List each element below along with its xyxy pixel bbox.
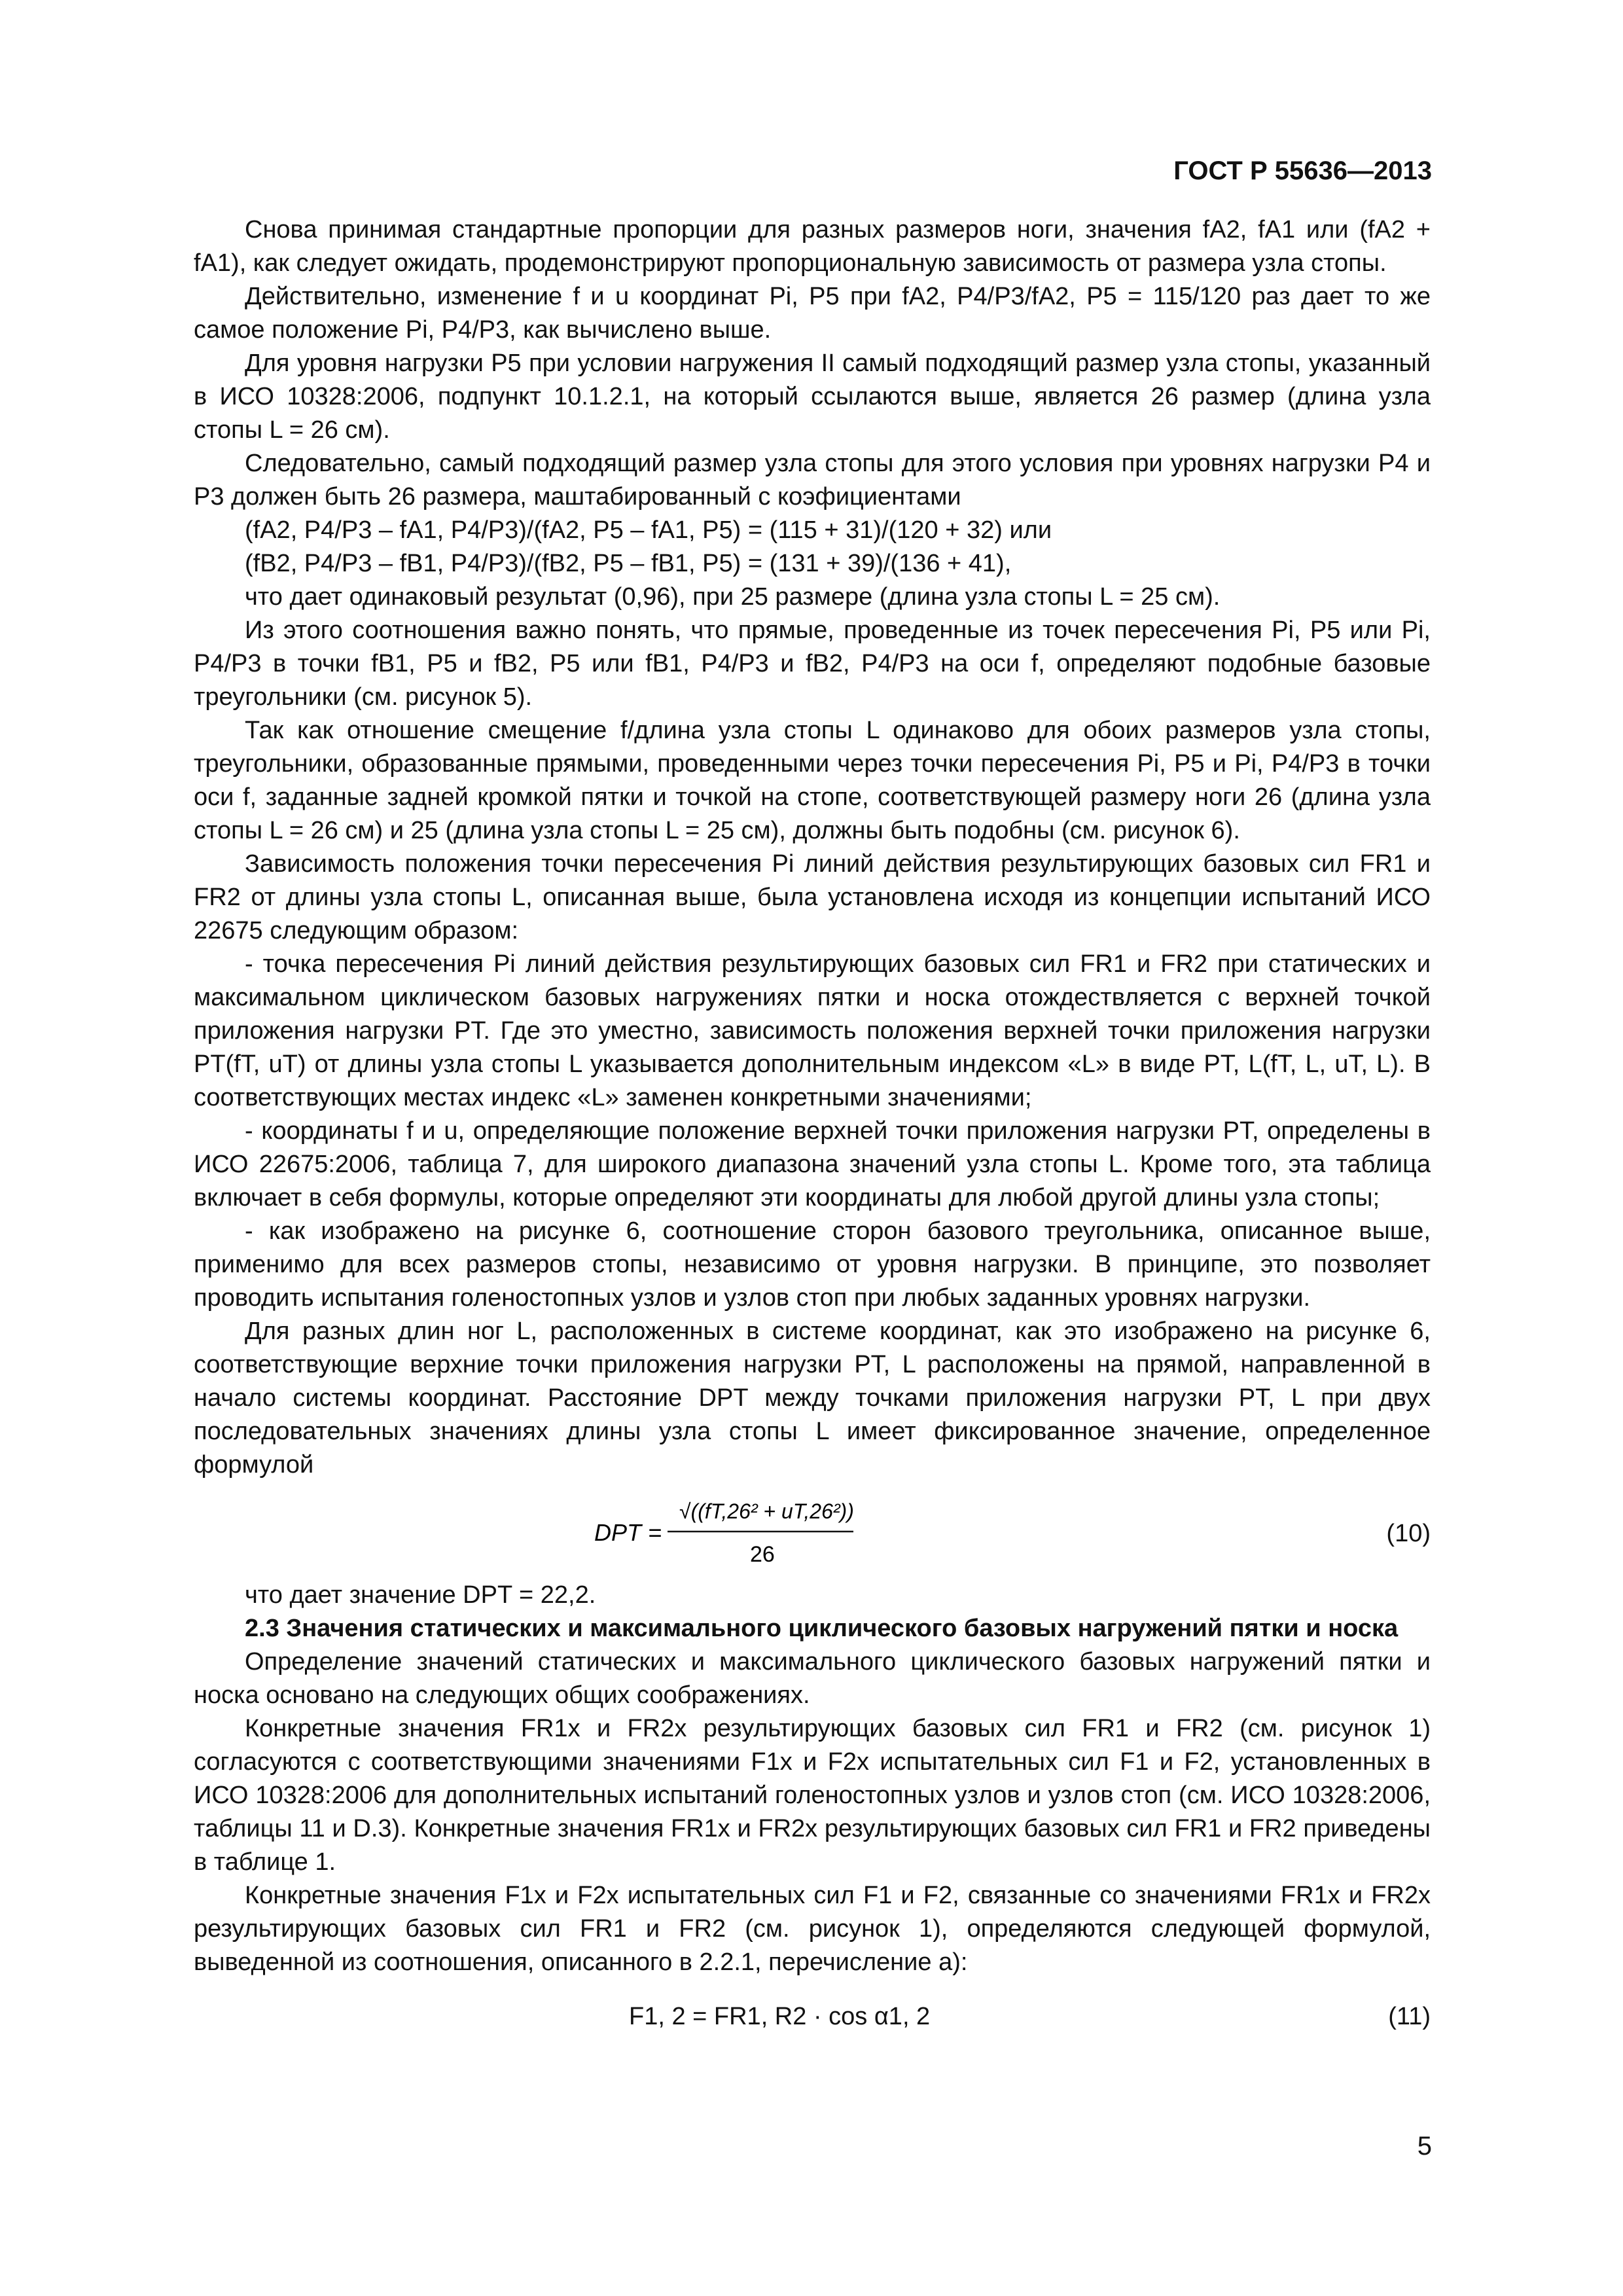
paragraph: Так как отношение смещение f/длина узла стопы L одинаково для обоих размеров узла стопы, треугольники, образованные прямыми, проведенными через точки пересечения Pi, P5 и Pi, P4/P3 в точки оси f, заданные задней кромкой пятки и точкой на стопе, соответствующей размеру ноги 26 (длина узла стопы L = 26 см) и 25 (длина узла стопы L = 25 см), должны быть подобны (см. рисунок 6). [194,717,1431,844]
standard-header: ГОСТ Р 55636—2013 [1173,156,1432,185]
paragraph: Снова принимая стандартные пропорции для разных размеров ноги, значения fA2, fA1 или (fA2 + fA1), как следует ожидать, продемонстрируют пропорциональную зависимость от размера узла стопы. [194,216,1431,277]
list-item: - как изображено на рисунке 6, соотношение сторон базового треугольника, описанное выше, применимо для всех размеров стопы, независимо от уровня нагрузки. В принципе, это позволяет проводить испытания голеностопных узлов и узлов стоп при любых заданных уровнях нагрузки. [194,1217,1431,1312]
paragraph: Для разных длин ног L, расположенных в системе координат, как это изображено на рисунке 6, соответствующие верхние точки приложения нагрузки PT, L расположены на прямой, направленной в начало системы координат. Расстояние DPT между точками приложения нагрузки PT, L при двух последовательных значениях длины узла стопы L имеет фиксированное значение, определенное формулой [194,1318,1431,1479]
paragraph: Из этого соотношения важно понять, что прямые, проведенные из точек пересечения Pi, P5 или Pi, P4/P3 в точки fB1, P5 и fB2, P5 или fB1, P4/P3 и fB2, P4/P3 на оси f, определяют подобные базовые треугольники (см. рисунок 5). [194,617,1431,711]
formula-10-number: (10) [1386,1520,1431,1547]
formula-11 [194,1996,1431,2042]
paragraph: что дает значение DPT = 22,2. [245,1581,596,1609]
paragraph: Для уровня нагрузки P5 при условии нагружения II самый подходящий размер узла стопы, указанный в ИСО 10328:2006, подпункт 10.1.2.1, на который ссылаются выше, является 26 размер (длина узла стопы L = 26 см). [194,350,1431,444]
paragraph: Зависимость положения точки пересечения Pi линий действия результирующих базовых сил FR1 и FR2 от длины узла стопы L, описанная выше, была установлена исходя из концепции испытаний ИСО 22675 следующим образом: [194,850,1431,944]
document-body [194,213,1431,2042]
list-item: - координаты f и u, определяющие положение верхней точки приложения нагрузки PT, определены в ИСО 22675:2006, таблица 7, для широкого диапазона значений узла стопы L. Кроме того, эта таблица включает в себя формулы, которые определяют эти координаты для любой другой длины узла стопы; [194,1117,1431,1211]
formula-11-body: F1, 2 = FR1, R2 · cos α1, 2 [629,2003,931,2030]
formula-line: (fA2, P4/P3 – fA1, P4/P3)/(fA2, P5 – fA1, P5) = (115 + 31)/(120 + 32) или [245,516,1052,544]
list-item: - точка пересечения Pi линий действия результирующих базовых сил FR1 и FR2 при статических и максимальном циклическом базовых нагружениях пятки и носка отождествляется с верхней точкой приложения нагрузки PT. Где это уместно, зависимость положения верхней точки приложения нагрузки PT(fT, uT) от длины узла стопы L указывается дополнительным индексом «L» в виде PT, L(fT, L, uT, L). В соответствующих местах индекс «L» заменен конкретными значениями; [194,950,1431,1111]
formula-11-number: (11) [1388,2003,1431,2030]
paragraph: Определение значений статических и максимального циклического базовых нагружений пятки и носка основано на следующих общих соображениях. [194,1648,1431,1709]
section-title: 2.3 Значения статических и максимального циклического базовых нагружений пятки и носка [245,1615,1399,1642]
paragraph: что дает одинаковый результат (0,96), при 25 размере (длина узла стопы L = 25 см). [245,583,1221,611]
formula-10 [194,1487,1431,1579]
formula-line: (fB2, P4/P3 – fB1, P4/P3)/(fB2, P5 – fB1, P5) = (131 + 39)/(136 + 41), [245,550,1012,577]
formula-10-graphic [594,1487,1092,1579]
formula-10-denominator: 26 [750,1542,775,1567]
paragraph: Действительно, изменение f и u координат Pi, P5 при fA2, P4/P3/fA2, P5 = 115/120 раз дает то же самое положение Pi, P4/P3, как вычислено выше. [194,283,1431,344]
paragraph: Конкретные значения FR1x и FR2x результирующих базовых сил FR1 и FR2 (см. рисунок 1) согласуются с соответствующими значениями F1x и F2x испытательных сил F1 и F2, установленных в ИСО 10328:2006 для дополнительных испытаний голеностопных узлов и узлов стоп (см. ИСО 10328:2006, таблицы 11 и D.3). Конкретные значения FR1x и FR2x результирующих базовых сил FR1 и FR2 приведены в таблице 1. [194,1715,1431,1876]
paragraph: Следовательно, самый подходящий размер узла стопы для этого условия при уровнях нагрузки P4 и P3 должен быть 26 размера, маштабированный с коэфициентами [194,450,1431,511]
formula-10-lhs: DPT = [594,1519,662,1546]
paragraph: Конкретные значения F1x и F2x испытательных сил F1 и F2, связанные со значениями FR1x и FR2x результирующих базовых сил FR1 и FR2 (см. рисунок 1), определяются следующей формулой, выведенной из соотношения, описанного в 2.2.1, перечисление а): [194,1882,1431,1976]
page-number: 5 [1417,2132,1432,2161]
formula-10-numerator: √((fT,26² + uT,26²)) [679,1499,854,1523]
